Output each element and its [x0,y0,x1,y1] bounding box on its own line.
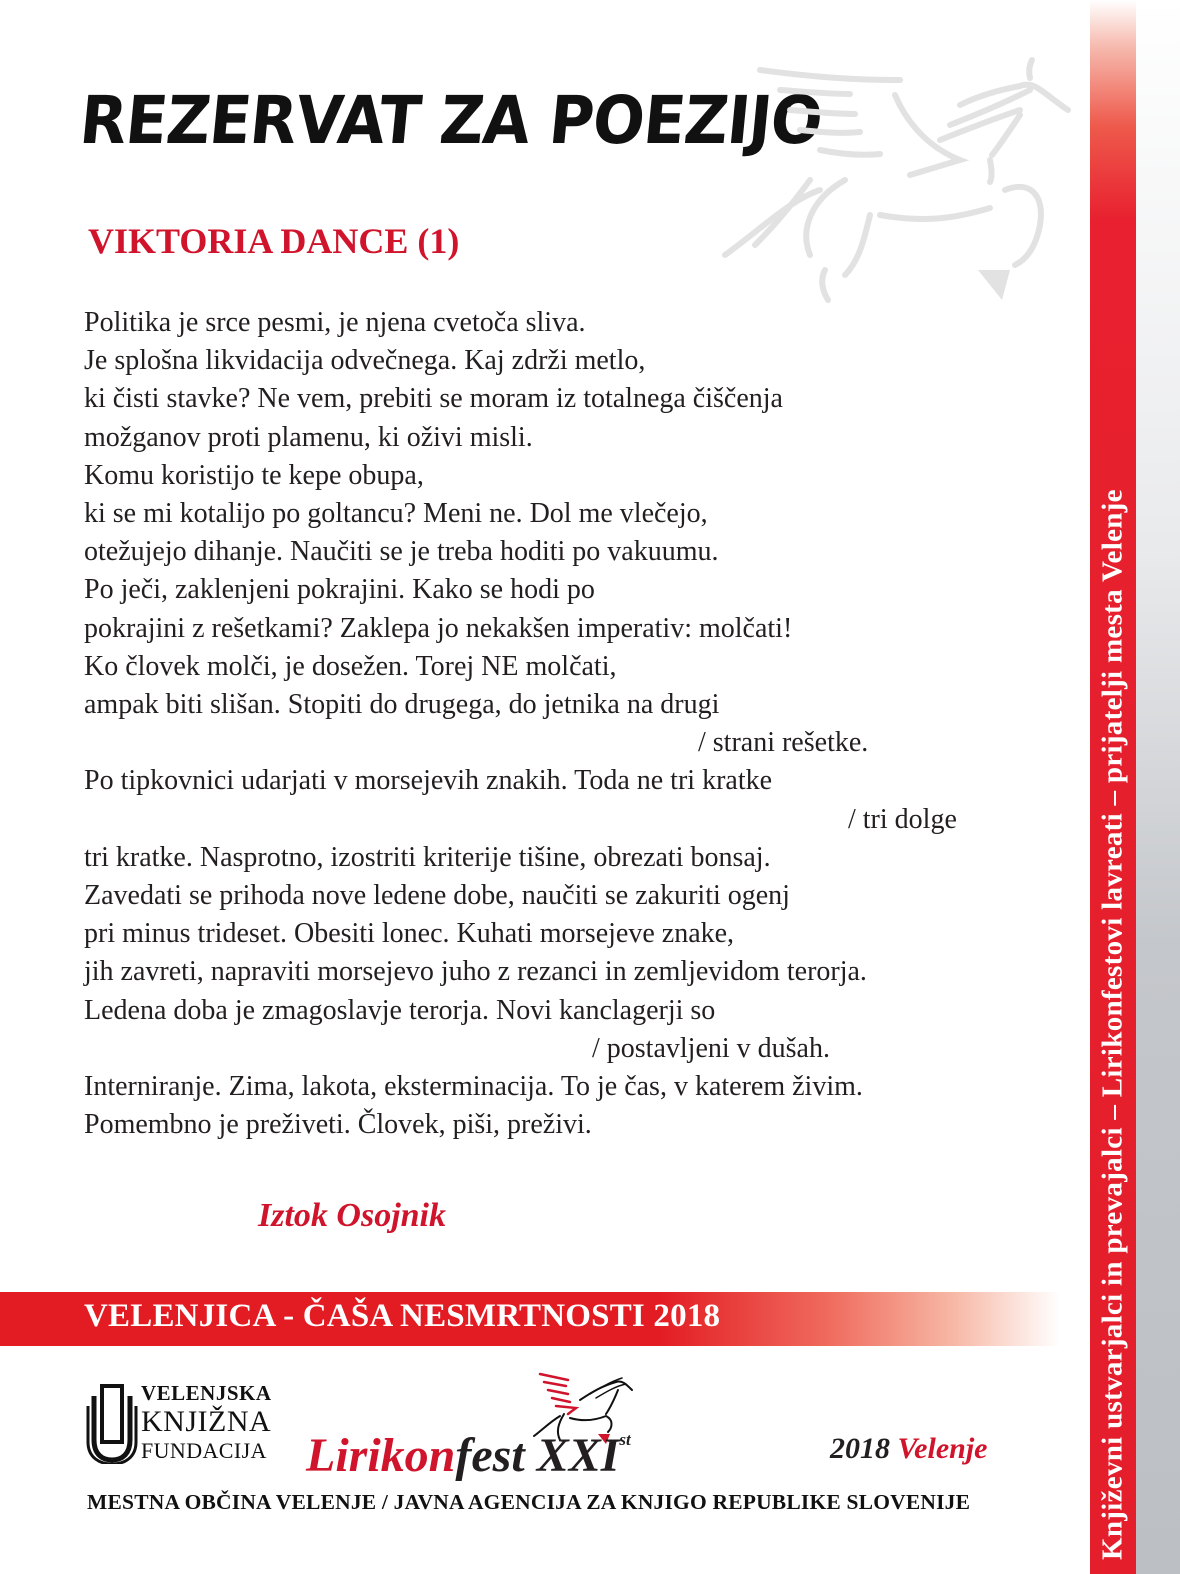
poem-line: ki čisti stavke? Ne vem, prebiti se moram iz totalnega čiščenja [84,383,783,415]
poem-line: Komu koristijo te kepe obupa, [84,459,424,491]
poem-title: VIKTORIA DANCE (1) [88,221,460,261]
poem-line: jih zavreti, napraviti morsejevo juho z rezanci in zemljevidom terorja. [84,956,867,988]
poem-line: Interniranje. Zima, lakota, eksterminacija. To je čas, v katerem živim. [84,1071,863,1103]
year-city [830,1432,988,1466]
festival-year: 2018 [830,1432,890,1465]
poem-line-continuation: / postavljeni v dušah. [592,1032,830,1064]
poem-line: Ko človek molči, je dosežen. Torej NE molčati, [84,650,617,682]
poem-body [84,304,1084,1144]
lirikonfest-dark-part: fest [455,1429,525,1482]
vkf-logo-text [141,1379,272,1465]
vkf-line-2: KNJIŽNA [141,1405,272,1438]
poem-author: Iztok Osojnik [258,1197,446,1234]
sponsors-footer: MESTNA OBČINA VELENJE / JAVNA AGENCIJA ZA KNJIGO REPUBLIKE SLOVENIJE [87,1490,971,1514]
lirikonfest-numeral: XXI [536,1429,620,1482]
poem-line-continuation: / tri dolge [848,803,957,835]
poem-line: Politika je srce pesmi, je njena cvetoča sliva. [84,307,586,338]
poem-line: ki se mi kotalijo po goltancu? Meni ne. Dol me vlečejo, [84,498,708,530]
festival-city: Velenje [897,1432,988,1465]
vkf-line-3: FUNDACIJA [141,1438,267,1463]
poem-line: pokrajini z rešetkami? Zaklepa jo nekakšen imperativ: molčati! [84,612,793,644]
lirikonfest-suffix: st [619,1430,631,1449]
lirikonfest-logo [306,1412,631,1484]
poem-line: Ledena doba je zmagoslavje terorja. Novi kanclagerji so [84,994,716,1026]
right-gray-panel [1136,0,1180,1574]
vkf-line-1: VELENJSKA [141,1381,272,1405]
poem-line: ampak biti slišan. Stopiti do drugega, do jetnika na drugi [84,689,720,721]
poem-line: Po ječi, zaklenjeni pokrajini. Kako se hodi po [84,574,595,606]
banner-text: VELENJICA - ČAŠA NESMRTNOSTI 2018 [84,1298,721,1334]
event-banner [0,1292,1060,1346]
poem-line: tri kratke. Nasprotno, izostriti kriterije tišine, obrezati bonsaj. [84,841,771,873]
poem-line: pri minus trideset. Obesiti lonec. Kuhati morsejeve znake, [84,918,735,950]
poem-line: otežujejo dihanje. Naučiti se je treba hoditi po vakuumu. [84,536,719,568]
velenjska-knjizna-fundacija-logo-icon [86,1382,138,1464]
poem-line: Pomembno je preživeti. Človek, piši, preživi. [84,1109,592,1141]
pegasus-watermark-icon [700,50,1080,310]
side-band-text: Književni ustvarjalci in prevajalci – Lirikonfestovi lavreati – prijatelji mesta Velenje [1096,489,1129,1560]
page-title: REZERVAT ZA POEZIJO [76,82,826,159]
poem-line: Po tipkovnici udarjati v morsejevih znakih. Toda ne tri kratke [84,765,773,797]
poem-line: Zavedati se prihoda nove ledene dobe, naučiti se zakuriti ogenj [84,880,790,912]
lirikonfest-red-part: Lirikon [306,1429,456,1482]
poem-line: Je splošna likvidacija odvečnega. Kaj zdrži metlo, [84,345,646,377]
poem-line-continuation: / strani rešetke. [698,727,869,759]
poem-line: možganov proti plamenu, ki oživi misli. [84,421,533,453]
